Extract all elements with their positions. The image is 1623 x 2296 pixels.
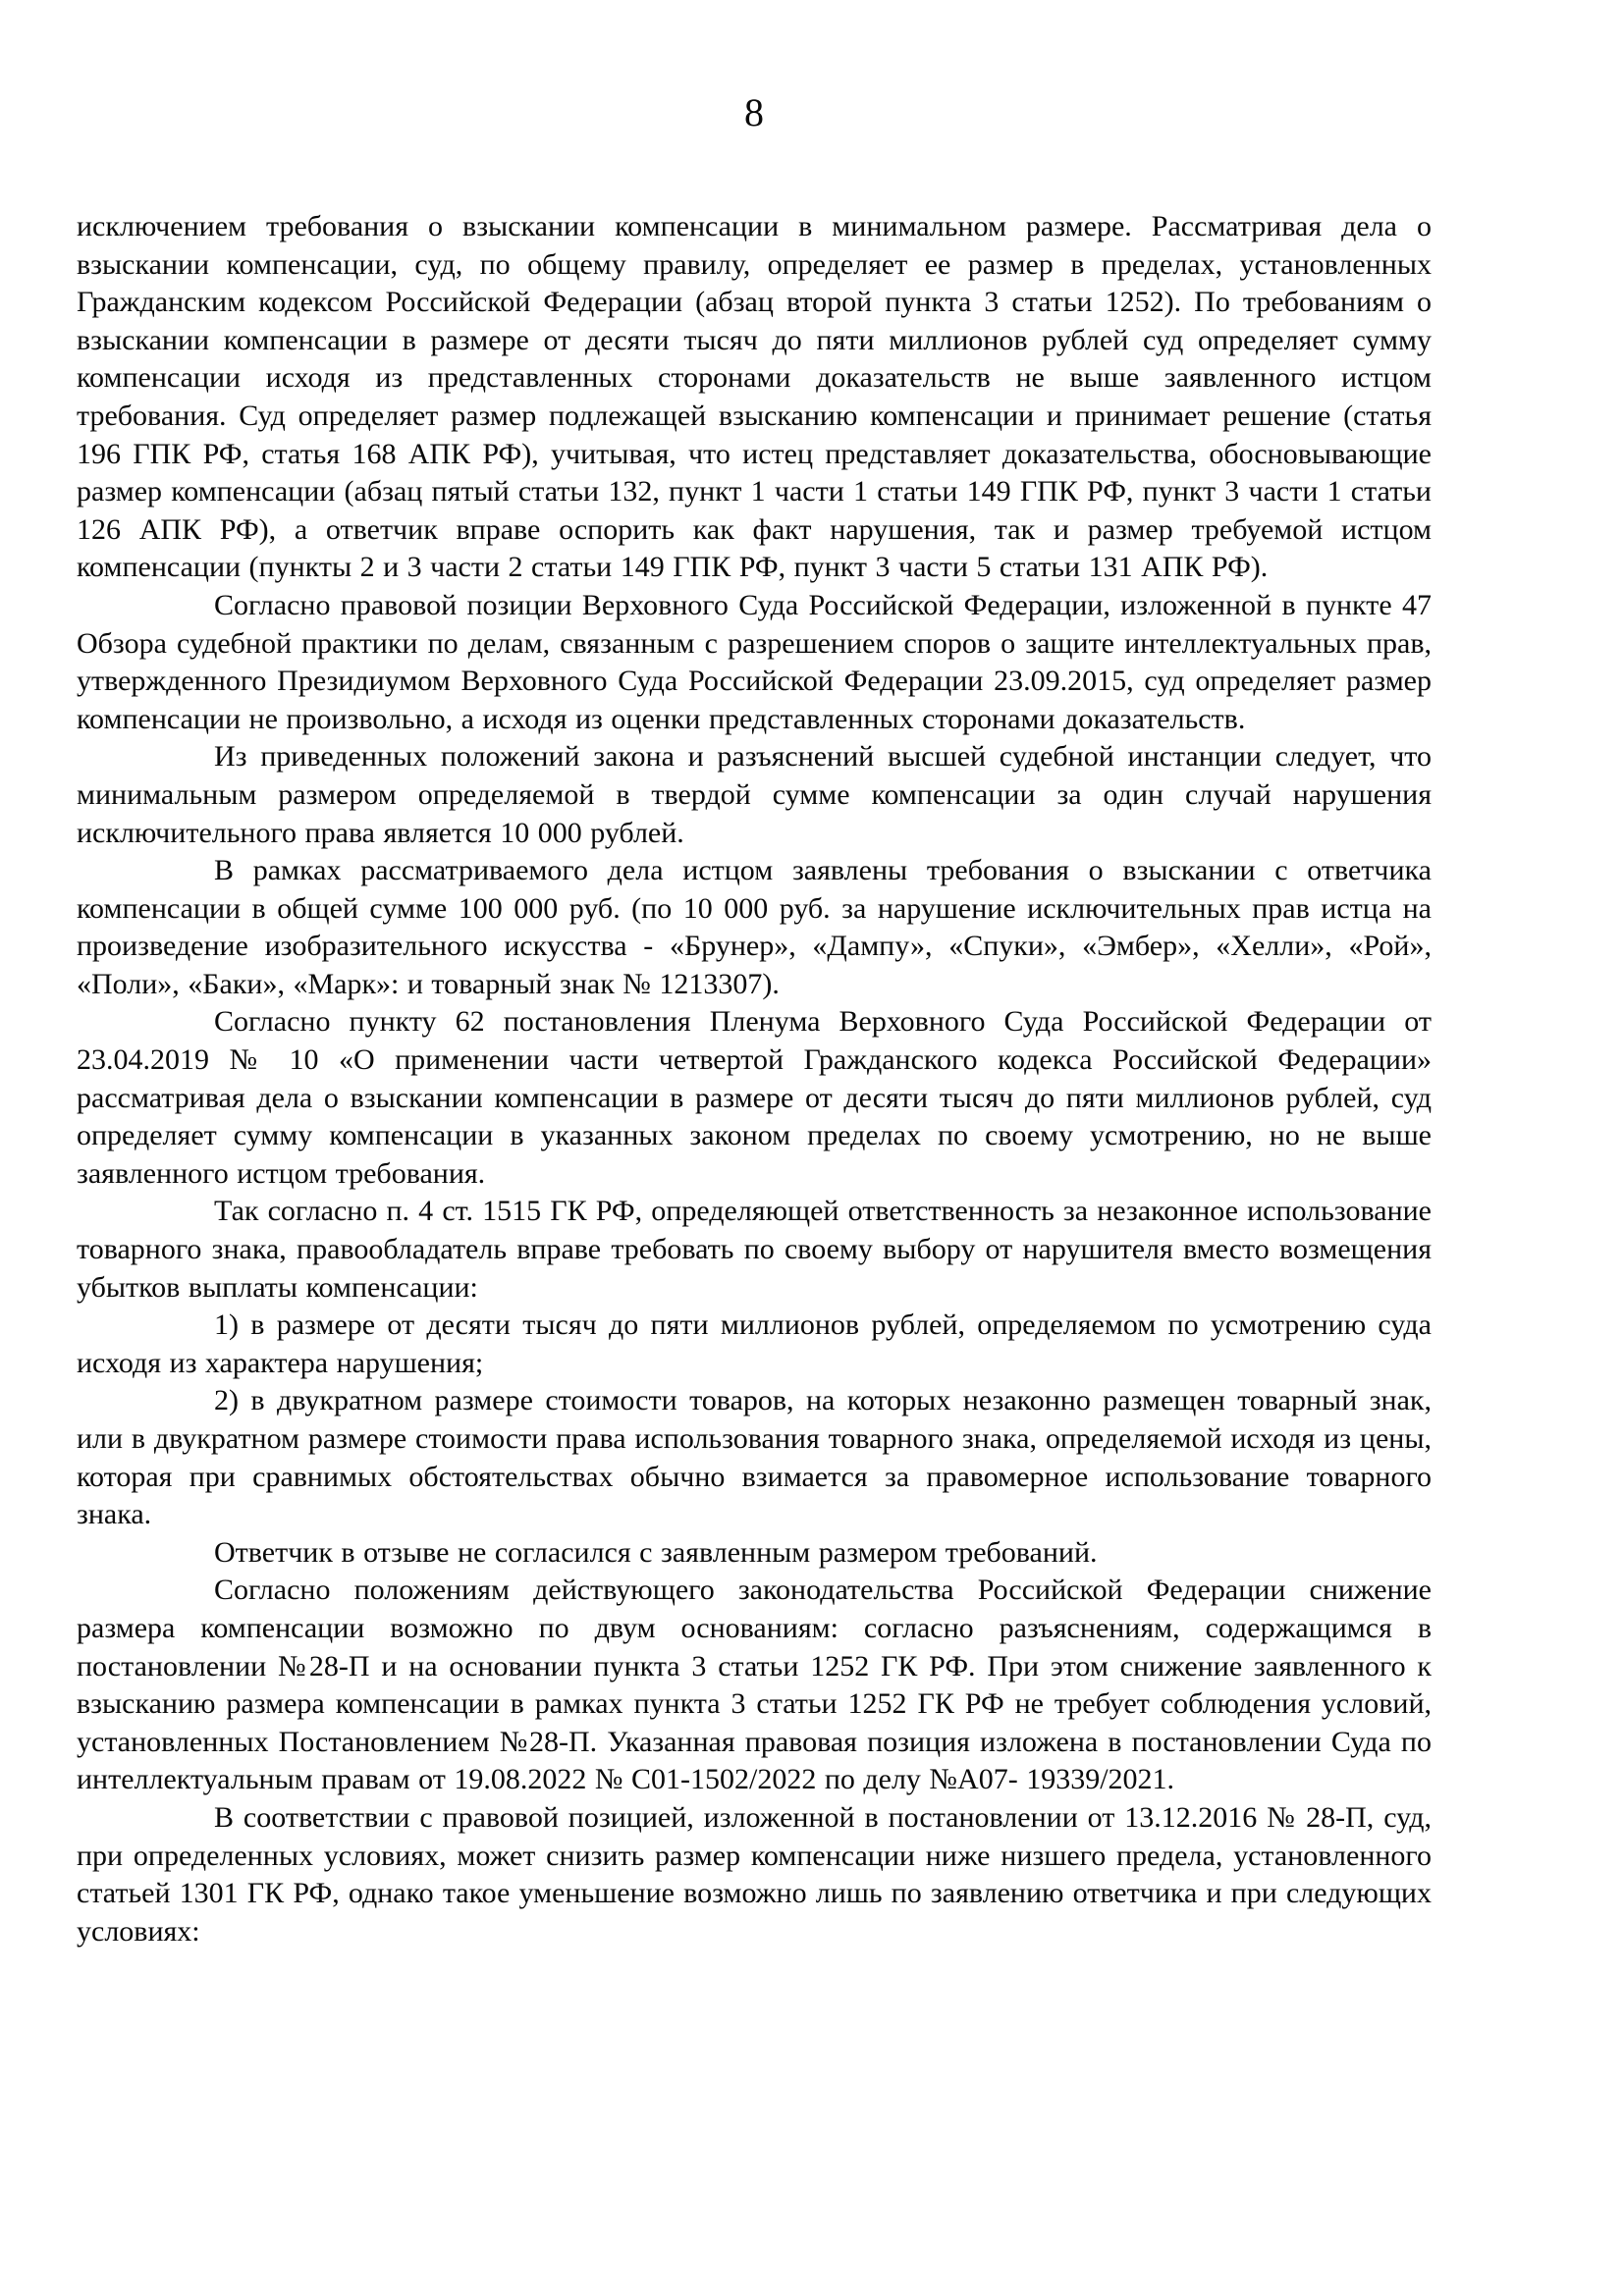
paragraph: Согласно положениям действующего законодательства Российской Федерации снижение размера компенсации возможно по двум основаниям: согласно разъяснениям, содержащимся в постановлении №28-П и на основании пункта 3 статьи 1252 ГК РФ. При этом снижение заявленного к взысканию размера компенсации в рамках пункта 3 статьи 1252 ГК РФ не требует соблюдения условий, установленных Постановлением №28-П. Указанная правовая позиция изложена в постановлении Суда по интеллектуальным правам от 19.08.2022 № С01-1502/2022 по делу №А07- 19339/2021.	[77, 1574, 1432, 1796]
paragraph-list-item-2: 2) в двукратном размере стоимости товаров, на которых незаконно размещен товарный знак, или в двукратном размере стоимости права использования товарного знака, определяемой исходя из цены, которая при сравнимых обстоятельствах обычно взимается за правомерное использование товарного знака.	[77, 1384, 1432, 1531]
page-number: 8	[744, 90, 764, 134]
paragraph: В соответствии с правовой позицией, изложенной в постановлении от 13.12.2016 № 28-П, суд, при определенных условиях, может снизить размер компенсации ниже низшего предела, установленного статьей 1301 ГК РФ, однако такое уменьшение возможно лишь по заявлению ответчика и при следующих условиях:	[77, 1800, 1432, 1948]
paragraph: Из приведенных положений закона и разъяснений высшей судебной инстанции следует, что минимальным размером определяемой в твердой сумме компенсации за один случай нарушения исключительного права является 10 000 рублей.	[77, 740, 1432, 849]
paragraph: Согласно пункту 62 постановления Пленума Верховного Суда Российской Федерации от 23.04.2019 № 10 «О применении части четвертой Гражданского кодекса Российской Федерации» рассматривая дела о взыскании компенсации в размере от десяти тысяч до пяти миллионов рублей, суд определяет сумму компенсации в указанных законом пределах по своему усмотрению, но не выше заявленного истцом требования.	[77, 1005, 1432, 1190]
paragraph: Ответчик в отзыве не согласился с заявленным размером требований.	[214, 1535, 1098, 1569]
paragraph: В рамках рассматриваемого дела истцом заявлены требования о взыскании с ответчика компенсации в общей сумме 100 000 руб. (по 10 000 руб. за нарушение исключительных прав истца на произведение изобразительного искусства - «Брунер», «Дампу», «Спуки», «Эмбер», «Хелли», «Рой», «Поли», «Баки», «Марк»: и товарный знак № 1213307).	[77, 854, 1432, 1000]
paragraph: Так согласно п. 4 ст. 1515 ГК РФ, определяющей ответственность за незаконное использование товарного знака, правообладатель вправе требовать по своему выбору от нарушителя вместо возмещения убытков выплаты компенсации:	[77, 1195, 1432, 1304]
document-body	[77, 208, 1432, 1950]
paragraph: Согласно правовой позиции Верховного Суда Российской Федерации, изложенной в пункте 47 Обзора судебной практики по делам, связанным с разрешением споров о защите интеллектуальных прав, утвержденного Президиумом Верховного Суда Российской Федерации 23.09.2015, суд определяет размер компенсации не произвольно, а исходя из оценки представленных сторонами доказательств.	[77, 588, 1432, 735]
paragraph-continuation: исключением требования о взыскании компенсации в минимальном размере. Рассматривая дела о взыскании компенсации, суд, по общему правилу, определяет ее размер в пределах, установленных Гражданским кодексом Российской Федерации (абзац второй пункта 3 статьи 1252). По требованиям о взыскании компенсации в размере от десяти тысяч до пяти миллионов рублей суд определяет сумму компенсации исходя из представленных сторонами доказательств не выше заявленного истцом требования. Суд определяет размер подлежащей взысканию компенсации и принимает решение (статья 196 ГПК РФ, статья 168 АПК РФ), учитывая, что истец представляет доказательства, обосновывающие размер компенсации (абзац пятый статьи 132, пункт 1 части 1 статьи 149 ГПК РФ, пункт 3 части 1 статьи 126 АПК РФ), а ответчик вправе оспорить как факт нарушения, так и размер требуемой истцом компенсации (пункты 2 и 3 части 2 статьи 149 ГПК РФ, пункт 3 части 5 статьи 131 АПК РФ).	[77, 210, 1432, 584]
paragraph-list-item-1: 1) в размере от десяти тысяч до пяти миллионов рублей, определяемом по усмотрению суда исходя из характера нарушения;	[77, 1308, 1432, 1379]
